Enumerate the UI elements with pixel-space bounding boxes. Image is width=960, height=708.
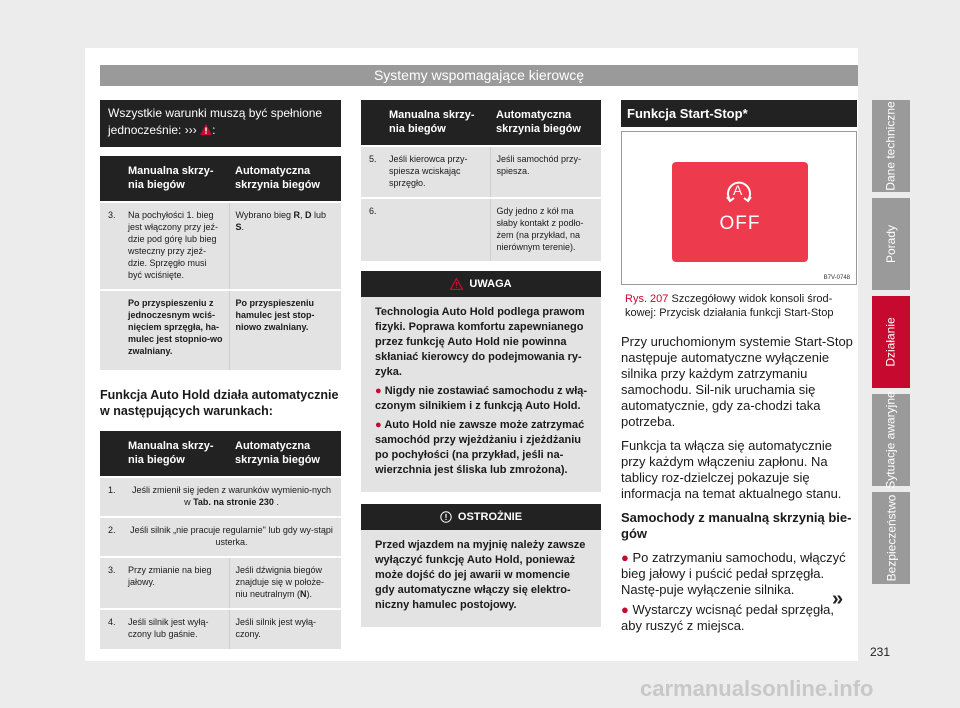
warning-triangle-icon xyxy=(200,124,212,135)
table-row: 5. Jeśli kierowca przy-spiesza wciskając sprzęgło. Jeśli samochód przy-spiesza. xyxy=(361,146,601,198)
figure-caption: Rys. 207 Szczegółowy widok konsoli środ-kowej: Przycisk działania funkcji Start-Stop xyxy=(625,293,834,319)
bullet-icon: ● xyxy=(621,550,629,565)
figure-code: B7V-0748 xyxy=(823,275,850,281)
table-header-row xyxy=(100,431,341,477)
info-circle-icon xyxy=(440,511,452,523)
column-3 xyxy=(621,100,857,642)
caution-title: OSTROŻNIE xyxy=(457,511,523,523)
tab-dane-techniczne[interactable] xyxy=(872,100,910,192)
header-automatic: Automatyczna skrzynia biegów xyxy=(229,431,341,477)
conditions-intro: Wszystkie warunki muszą być spełnione jednocześnie: ››› : xyxy=(100,100,341,147)
tab-dzialanie[interactable] xyxy=(872,296,910,388)
warning-title: UWAGA xyxy=(469,278,512,290)
warning-box: UWAGA Technologia Auto Hold podlega prawom fizyki. Poprawa komfortu zapewnianego przez funkcję Auto Hold nie powinna skłaniać kierowcy do podejmowania ry-zyka. ● Nigdy nie zostawiać samochodu z włą-czonym silnikiem i z funkcją Auto Hold. ● Auto Hold nie zawsze może zatrzymać samochód przy wjeżdżaniu i zjeżdżaniu po pochyłości (na przykład, jeśli na-wierzchnia jest śliska lub zmrożona). xyxy=(361,271,601,492)
header-automatic: Automatyczna skrzynia biegów xyxy=(229,156,341,202)
list-item: ● Po zatrzymaniu samochodu, włączyć bieg jałowy i puścić pedał sprzęgła. Nastę-puje wyłączenie silnika. xyxy=(621,550,846,597)
section-heading: Funkcja Auto Hold działa automatycznie w następujących warunkach: xyxy=(100,388,339,418)
bullet-icon: ● xyxy=(375,419,382,431)
table-row: 4. Jeśli silnik jest wyłą-czony lub gaśnie. Jeśli silnik jest wyłą-czony. xyxy=(100,609,341,649)
tab-label: Sytuacje awaryjne xyxy=(884,391,899,489)
table-row: Po przyspieszeniu z jednoczesnym wciś-nięciem sprzęgła, ha-mulec jest stopnio-wo zwalniany. Po przyspieszeniu hamulec jest stop-niowo zwalniany. xyxy=(100,290,341,370)
continue-arrow: » xyxy=(832,588,844,610)
table-row: 3. Na pochyłości 1. bieg jest włączony przy jeź-dzie pod górę lub bieg wsteczny przy zjeź-dzie. Sprzęgło musi być wciśnięte. Wybrano bieg R, D lub S. xyxy=(100,202,341,290)
list-item: ● Auto Hold nie zawsze może zatrzymać samochód przy wjeżdżaniu i zjeżdżaniu po pochyłości (na przykład, jeśli na-wierzchnia jest śliska lub zmrożona). xyxy=(375,419,585,476)
list-item: ● Wystarczy wcisnąć pedał sprzęgła, aby ruszyć z miejsca. xyxy=(621,602,834,633)
tab-bezpieczenstwo[interactable] xyxy=(872,492,910,584)
header-manual: Manualna skrzy-nia biegów xyxy=(122,156,229,202)
list-item: ● Nigdy nie zostawiać samochodu z włą-czonym silnikiem i z funkcją Auto Hold. xyxy=(375,385,588,412)
figure-start-stop xyxy=(621,131,857,285)
table-row: 6. Gdy jedno z kół ma słaby kontakt z podło-żem (na przykład, na nierównym terenie). xyxy=(361,198,601,261)
auto-hold-off-table-continued xyxy=(361,100,601,261)
table-row: 2. Jeśli silnik „nie pracuje regularnie" lub gdy wy-stąpi usterka. xyxy=(100,517,341,557)
header-automatic: Automatyczna skrzynia biegów xyxy=(490,100,601,146)
page-header: Systemy wspomagające kierowcę xyxy=(100,65,858,86)
tab-porady[interactable] xyxy=(872,198,910,290)
warning-triangle-icon xyxy=(450,278,463,290)
column-2 xyxy=(361,100,601,627)
tab-label: Bezpieczeństwo xyxy=(884,494,898,582)
table-row: 3. Przy zmianie na bieg jałowy. Jeśli dźwignia biegów znajduje się w położe-niu neutralnym (N). xyxy=(100,557,341,609)
button-letter: A xyxy=(733,182,743,198)
bullet-icon: ● xyxy=(621,602,629,617)
tab-label: Działanie xyxy=(884,317,899,367)
column-1 xyxy=(100,100,341,649)
table-row: 1. Jeśli zmienił się jeden z warunków wymienio-nych w Tab. na stronie 230 . xyxy=(100,477,341,517)
tab-label: Dane techniczne xyxy=(884,101,899,191)
section-title: Funkcja Start-Stop* xyxy=(621,100,857,127)
conditions-table xyxy=(100,156,341,370)
auto-hold-off-table xyxy=(100,431,341,649)
page-number: 231 xyxy=(870,645,891,659)
button-text: OFF xyxy=(719,213,761,234)
table-header-row xyxy=(361,100,601,146)
start-stop-button xyxy=(672,162,808,262)
tab-label: Porady xyxy=(884,224,898,264)
subheading: Samochody z manualną skrzynią bie-gów xyxy=(621,510,852,541)
watermark: carmanualsonline.info xyxy=(640,676,874,701)
paragraph: Funkcja ta włącza się automatycznie przy każdym włączeniu zapłonu. Na tablicy roz-dzielczej pokazuje się informacja na temat aktualnego stanu. xyxy=(621,438,842,501)
tab-sytuacje-awaryjne[interactable] xyxy=(872,391,910,489)
header-manual: Manualna skrzy-nia biegów xyxy=(122,431,229,477)
header-manual: Manualna skrzy-nia biegów xyxy=(383,100,490,146)
caution-box: OSTROŻNIE Przed wjazdem na myjnię należy zawsze wyłączyć funkcję Auto Hold, ponieważ może dojść do jej awarii w momencie gdy automatyczne włączy się elektro-niczny hamulec postojowy. xyxy=(361,504,601,627)
bullet-icon: ● xyxy=(375,385,382,397)
table-header-row xyxy=(100,156,341,202)
paragraph: Przy uruchomionym systemie Start-Stop następuje automatyczne wyłączenie silnika przy każdym zatrzymaniu samochodu. Sil-nik uruchamia się automatycznie, gdy za-chodzi taka potrzeba. xyxy=(621,334,853,429)
